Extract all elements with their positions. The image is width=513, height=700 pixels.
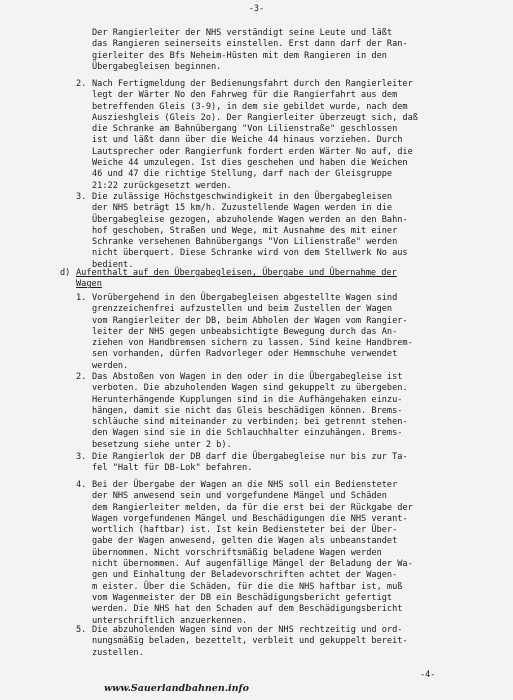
text-line: Weiche 44 umzulegen. Ist dies geschehen und haben die Weichen — [92, 158, 408, 169]
text-line: betreffenden Gleis (3-9), in dem sie gebildet wurde, nach dem — [92, 101, 408, 112]
text-line: gen und Einhaltung der Beladevorschriften achtet der Wagen- — [92, 570, 398, 581]
text-line: Das Abstoßen von Wagen in den oder in die Übergabegleise ist — [92, 372, 403, 382]
section-title-line: Aufenthalt auf den Übergabegleisen, Übergabe und Übernahme der — [76, 268, 397, 278]
section-heading — [60, 268, 70, 279]
text-line: vom Rangierleiter der DB, beim Abholen der Wagen vom Rangier- — [92, 315, 408, 326]
list-item — [92, 79, 418, 192]
text-line: das Rangieren seinerseits einstellen. Erst dann darf der Ran- — [92, 39, 408, 50]
text-line: Die abzuholenden Wagen sind von der NHS rechtzeitig und ord- — [92, 625, 403, 635]
text-line: Die zulässige Höchstgeschwindigkeit in den Übergabegleisen — [92, 192, 393, 202]
section-title-line: Wagen — [76, 279, 102, 290]
item-number: 5. — [76, 625, 87, 635]
list-item — [92, 625, 408, 659]
list-item — [92, 480, 413, 627]
list-item — [92, 372, 408, 451]
text-line: zustellen. — [92, 647, 144, 658]
text-line: m eister. Über die Schäden, für die die NHS haftbar ist, muß — [92, 581, 403, 592]
text-line: Auszieshgleis (Gleis 2o). Der Rangierleiter überzeugt sich, daß — [92, 112, 418, 123]
page-number-bottom: -4- — [420, 670, 436, 680]
text-line: ist und läßt dann über die Weiche 44 hinaus vorziehen. Durch — [92, 135, 403, 146]
text-line: fel "Halt für DB-Lok" befahren. — [92, 463, 253, 474]
text-line: Der Rangierleiter der NHS verständigt seine Leute und läßt — [92, 28, 393, 38]
text-line: besetzung siehe unter 2 b). — [92, 439, 232, 450]
item-number: 2. — [76, 372, 87, 382]
text-line: Übergabegleisen beginnen. — [92, 61, 222, 72]
text-line: hängen, damit sie nicht das Gleis beschädigen können. Brems- — [92, 405, 403, 416]
page-number-top: -3- — [248, 4, 265, 14]
text-line: werden. Die NHS hat den Schaden auf dem Beschädigungsbericht — [92, 604, 403, 615]
text-line: Bei der Übergabe der Wagen an die NHS soll ein Bediensteter — [92, 480, 398, 490]
intro-paragraph — [92, 28, 408, 73]
text-line: bedient. — [92, 259, 134, 270]
text-line: ziehen von Handbremsen sichern zu lassen. Sind keine Handbrem- — [92, 338, 413, 349]
item-number: 2. — [76, 79, 87, 89]
text-line: Schranke versehenen Bahnübergangs "Von Lilienstraße" werden — [92, 237, 398, 248]
text-line: vom Wagenmeister der DB ein Beschädigungsbericht gefertigt — [92, 592, 393, 603]
text-line: unterschriftlich anzuerkennen. — [92, 615, 248, 626]
text-line: dem Rangierleiter melden, da für die erst bei der Rückgabe der — [92, 502, 413, 513]
text-line: Übergabegleise gezogen, abzuholende Wagen werden an den Bahn- — [92, 214, 408, 225]
text-line: nungsmäßig beladen, bezettelt, verbleit und gekuppelt bereit- — [92, 636, 408, 647]
text-line: 21:22 zurückgesetzt werden. — [92, 180, 232, 191]
text-line: hof geschoben, Straßen und Wege, mit Ausnahme des mit einer — [92, 225, 398, 236]
list-item — [92, 452, 408, 475]
item-number: 3. — [76, 452, 87, 462]
text-line: Lautsprecher oder Rangierfunk fordert erden Wärter No auf, die — [92, 146, 413, 157]
text-line: nicht überquert. Diese Schranke wird von dem Stellwerk No aus — [92, 248, 408, 259]
text-line: werden. — [92, 360, 129, 371]
text-line: Nach Fertigmeldung der Bedienungsfahrt durch den Rangierleiter — [92, 79, 413, 89]
text-line: legt der Wärter No den Fahrweg für die Rangierfahrt aus dem — [92, 90, 398, 101]
text-line: 46 und 47 die richtige Stellung, darf nach der Gleisgruppe — [92, 169, 393, 180]
list-item — [92, 192, 408, 271]
text-line: Die Rangierlok der DB darf die Übergabegleise nur bis zur Ta- — [92, 452, 408, 462]
item-number: 1. — [76, 293, 87, 303]
section-label: d) — [60, 268, 71, 278]
text-line: nicht übernommen. Auf augenfällige Mängel der Beladung der Wa- — [92, 559, 413, 570]
text-line: der NHS anwesend sein und vorgefundene Mängel und Schäden — [92, 491, 387, 502]
text-line: sen vorhanden, dürfen Radvorleger oder Hemmschuhe verwendet — [92, 349, 398, 360]
text-line: gierleiter des Bfs Neheim-Hüsten mit dem Rangieren in den — [92, 50, 387, 61]
item-number: 4. — [76, 480, 87, 490]
text-line: verboten. Die abzuholenden Wagen sind gekuppelt zu übergeben. — [92, 383, 408, 394]
text-line: Vorübergehend in den Übergabegleisen abgestellte Wagen sind — [92, 293, 398, 303]
text-line: leiter der NHS gegen unbeabsichtigte Bewegung durch das An- — [92, 326, 398, 337]
text-line: grenzzeichenfrei aufzustellen und beim Zustellen der Wagen — [92, 304, 393, 315]
text-line: gabe der Wagen anwesend, gelten die Wagen als unbeanstandet — [92, 536, 398, 547]
text-line: wortlich (haftbar) ist. Ist kein Bediensteter bei der Über- — [92, 525, 398, 536]
text-line: übernommen. Nicht vorschriftsmäßig beladene Wagen werden — [92, 547, 382, 558]
text-line: die Schranke am Bahnübergang "Von Lilienstraße" geschlossen — [92, 124, 398, 135]
footer-url[interactable]: www.Sauerlandbahnen.info — [104, 683, 249, 694]
text-line: Wagen vorgefundenen Mängel und Beschädigungen die NHS verant- — [92, 513, 408, 524]
list-item — [92, 293, 413, 372]
text-line: den Wagen sind sie in die Schlauchhalter einzuhängen. Brems- — [92, 428, 403, 439]
item-number: 3. — [76, 192, 87, 202]
text-line: schläuche sind miteinander zu verbinden; bei getrennt stehen- — [92, 417, 408, 428]
text-line: Herunterhängende Kupplungen sind in die Aufhängehaken einzu- — [92, 394, 403, 405]
section-title — [76, 268, 397, 291]
text-line: der NHS beträgt 15 km/h. Zuzustellende Wagen werden in die — [92, 203, 393, 214]
